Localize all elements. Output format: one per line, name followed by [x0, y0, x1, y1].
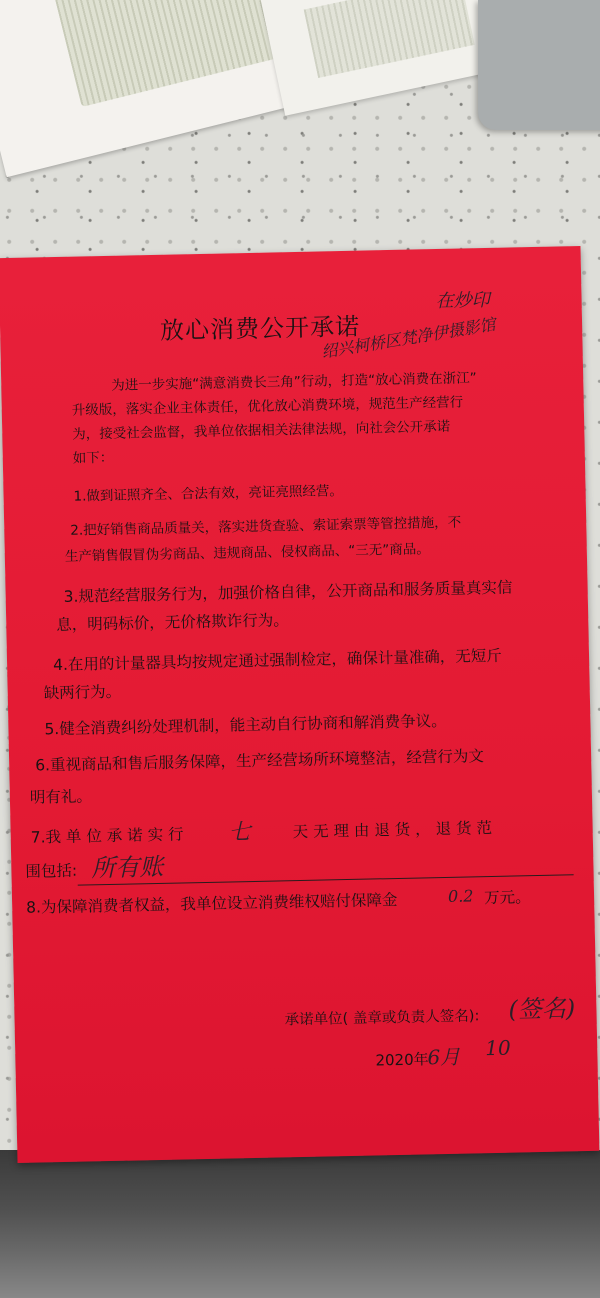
item-7-suffix: 天 无 理 由 退 货 ， 退 货 范: [292, 818, 493, 842]
item-7-prefix: 7.我 单 位 承 诺 实 行: [30, 825, 184, 847]
handwritten-signature: (签名): [508, 994, 576, 1024]
item-8-suffix: 万元。: [483, 888, 531, 908]
intro-line-4: 如下：: [72, 449, 114, 467]
pledge-sheet: [0, 246, 599, 1163]
intro-line-3: 为，接受社会监督，我单位依据相关法律法规，向社会公开承诺: [72, 418, 451, 443]
item-5: 5.健全消费纠纷处理机制，能主动自行协商和解消费争议。: [44, 711, 447, 739]
intro-line-2: 升级版，落实企业主体责任，优化放心消费环境，规范生产经营行: [71, 394, 464, 419]
item-2-line-1: 2.把好销售商品质量关，落实进货查验、索证索票等管控措施，不: [70, 514, 462, 539]
date-month: 6月: [427, 1044, 461, 1070]
item-4-line-1: 4.在用的计量器具均按规定通过强制检定，确保计量准确，无短斤: [52, 646, 503, 675]
handwritten-guarantee-amount: 0.2: [447, 886, 474, 906]
item-8-prefix: 8.为保障消费者权益，我单位设立消费维权赔付保障金: [26, 890, 398, 917]
signer-label: 承诺单位( 盖章或负责人签名):: [284, 1008, 480, 1029]
item-6-line-1: 6.重视商品和售后服务保障，生产经营场所环境整洁，经营行为文: [35, 747, 485, 775]
item-2-line-2: 生产销售假冒伪劣商品、违规商品、侵权商品、“三无”商品。: [64, 541, 430, 565]
item-7-line-2: 围包括:: [25, 861, 78, 881]
handwritten-shop-name: 绍兴柯桥区梵净伊摄影馆: [320, 314, 497, 362]
handwritten-return-scope: 所有账: [91, 852, 164, 883]
laptop-corner: [478, 0, 600, 130]
date-year: 2020年: [375, 1050, 429, 1070]
item-1: 1.做到证照齐全、合法有效，亮证亮照经营。: [73, 483, 344, 505]
intro-line-1: 为进一步实施“满意消费长三角”行动，打造“放心消费在浙江”: [111, 370, 477, 394]
item-6-line-2: 明有礼。: [29, 787, 93, 807]
item-3-line-1: 3.规范经营服务行为，加强价格自律，公开商品和服务质量真实信: [63, 578, 513, 606]
item-3-line-2: 息，明码标价，无价格欺诈行为。: [56, 611, 289, 635]
handwritten-top-right: 在炒印: [435, 289, 490, 313]
handwritten-return-days: 七: [228, 820, 251, 846]
handwritten-day: 10: [484, 1035, 511, 1061]
item-4-line-2: 缺两行为。: [43, 682, 122, 703]
document-title: 放心消费公开承诺: [159, 312, 361, 345]
dark-floor-area: [0, 1150, 600, 1298]
